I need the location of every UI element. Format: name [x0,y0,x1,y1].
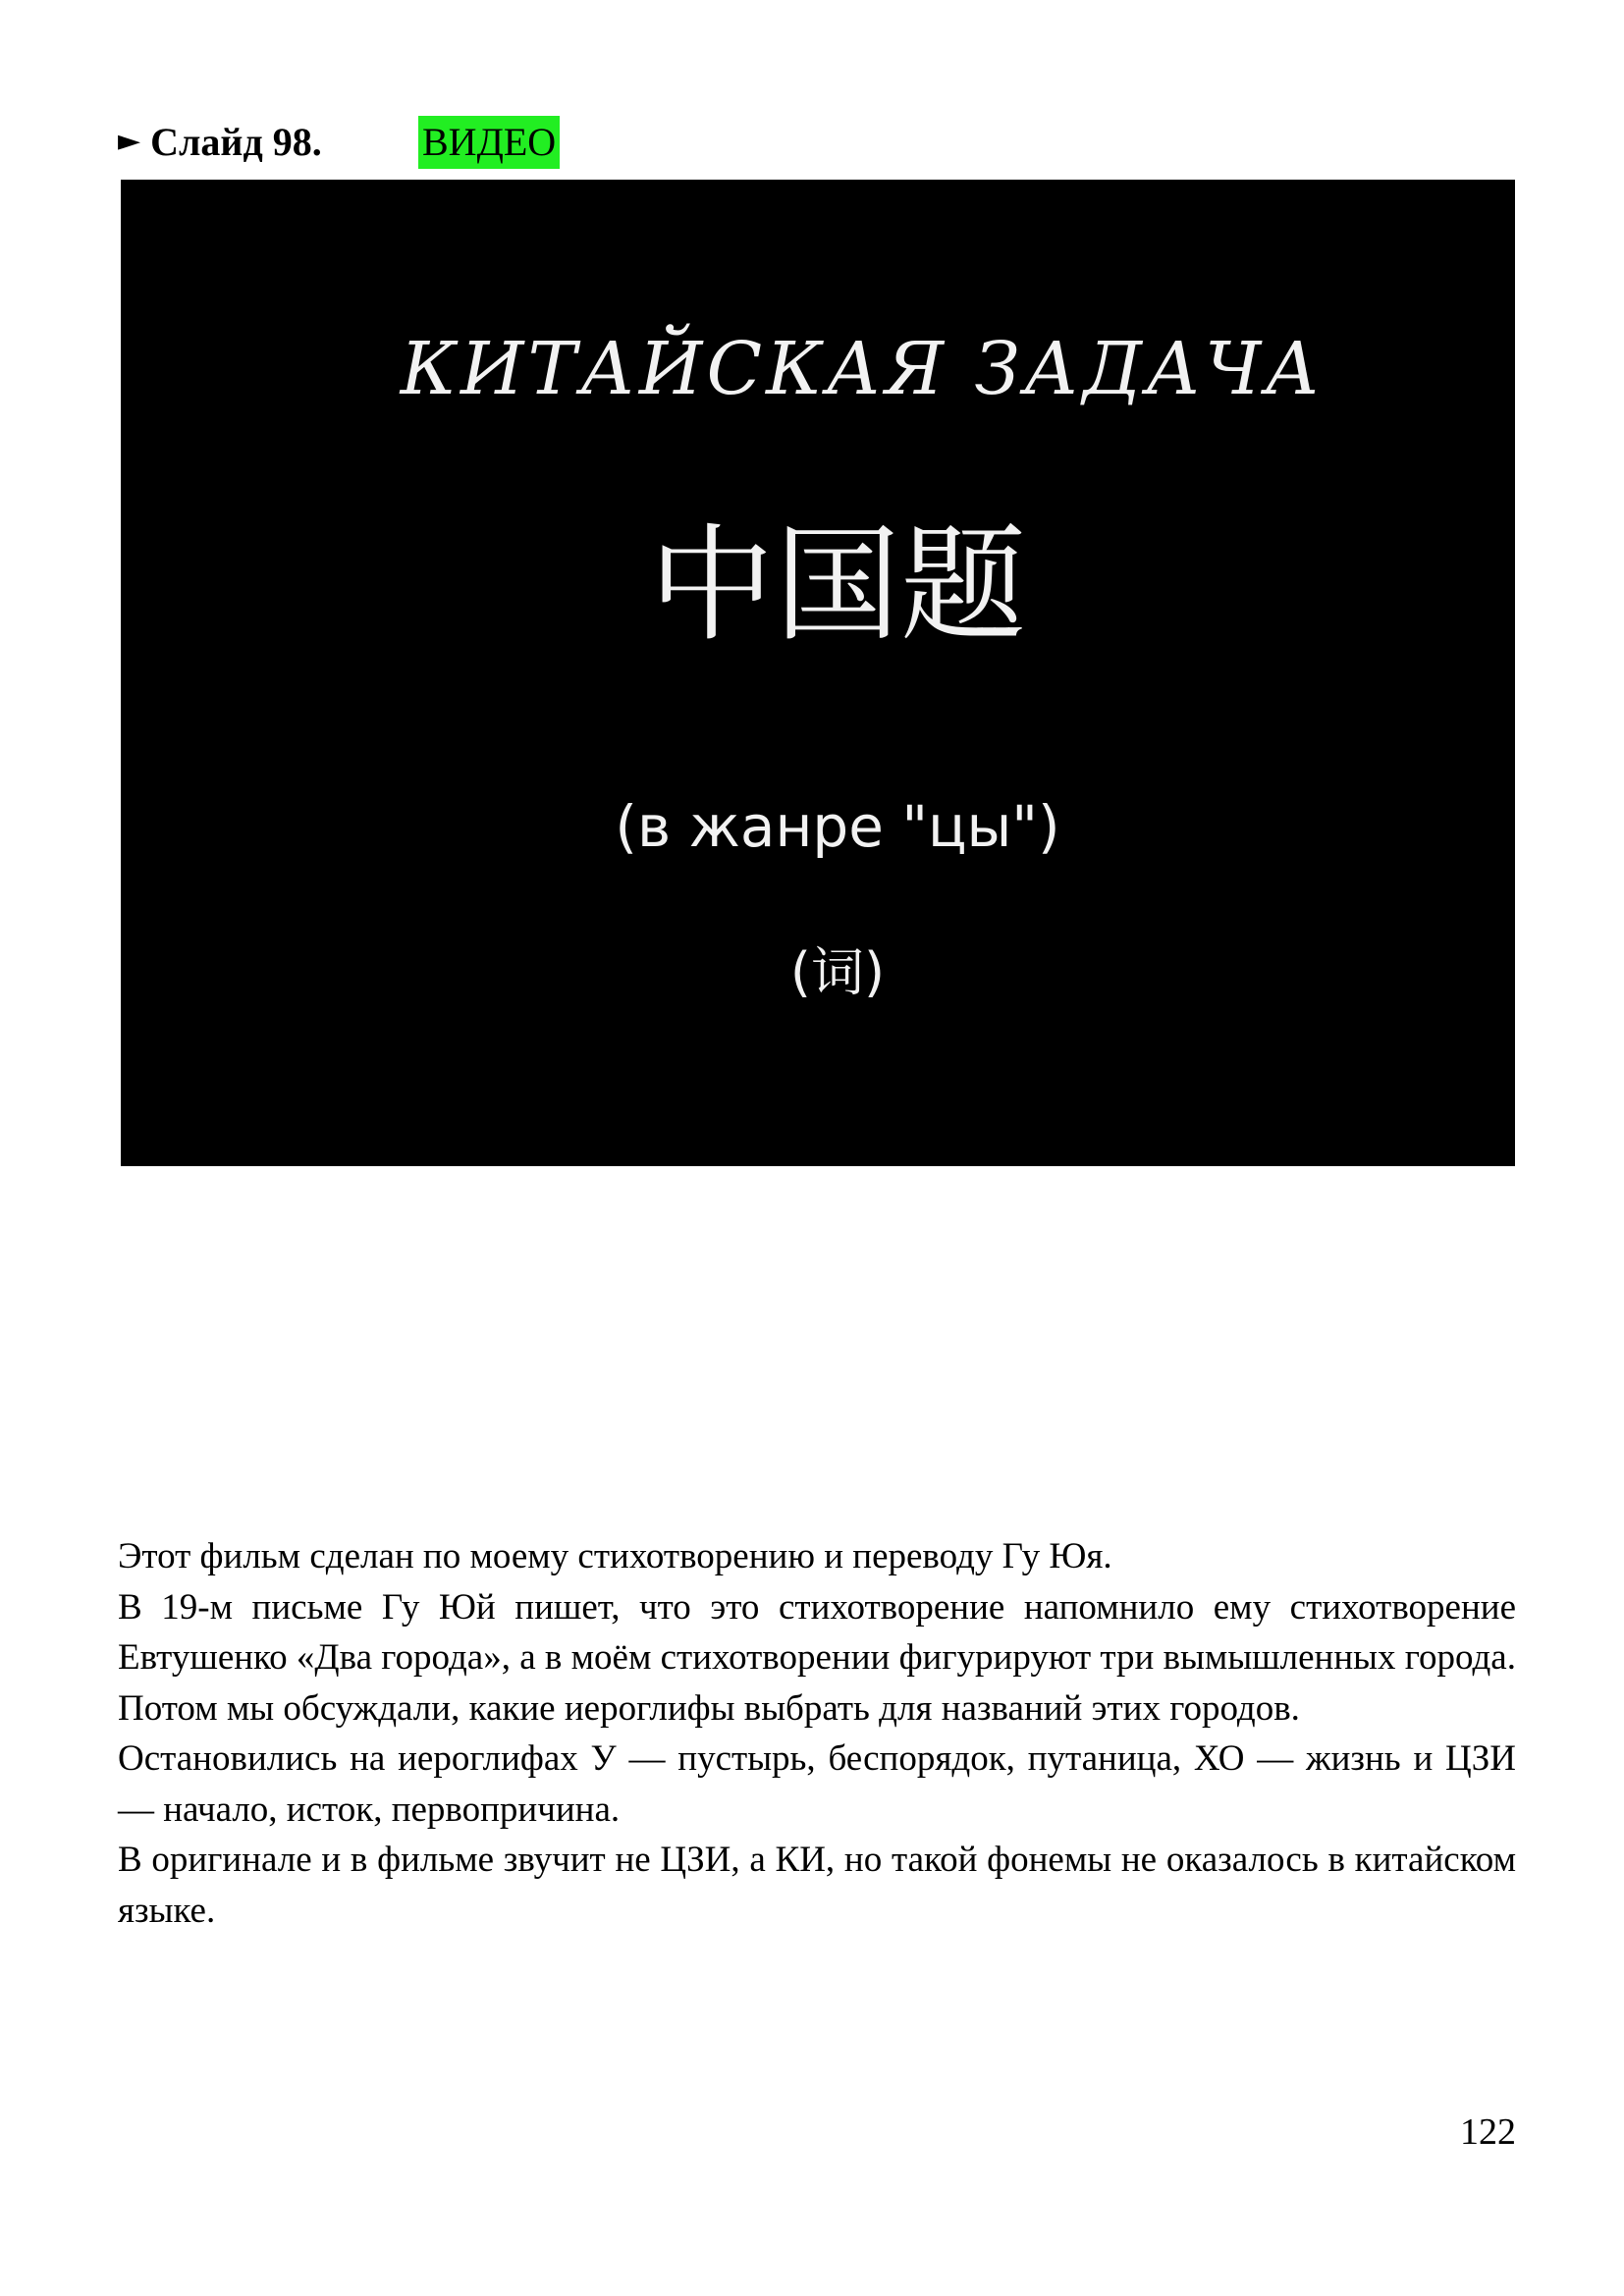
paragraph: В 19-м письме Гу Юй пишет, что это стихотворение напомнило ему стихотворение Евтушенко «Два города», а в моём стихотворении фигурируют три вымышленных города. [118,1586,1516,1678]
video-hanzi-title: 中国题 [648,512,1026,659]
paragraph: Этот фильм сделан по моему стихотворению и переводу Гу Юя. [118,1536,1112,1576]
paragraph: В оригинале и в фильме звучит не ЦЗИ, а КИ, но такой фонемы не оказалось в китайском языке. [118,1840,1516,1931]
triangle-pointer-icon: ► [118,124,141,158]
slide-label: Слайд 98. [150,120,322,164]
slide-heading [118,116,557,169]
video-ci-caption: (词) [789,941,886,1003]
video-badge: ВИДЕО [418,116,560,169]
video-title: КИТАЙСКАЯ ЗАДАЧА [400,327,1325,411]
video-genre-caption: (в жанре "цы") [615,793,1060,860]
paragraph: Остановились на иероглифах У — пустырь, беспорядок, путаница, ХО — жизнь и ЦЗИ — начало, исток, первопричина. [118,1738,1516,1830]
page-number: 122 [1460,2111,1516,2153]
paragraph: Потом мы обсуждали, какие иероглифы выбрать для названий этих городов. [118,1687,1300,1729]
body-text [118,1531,1516,1936]
video-still-frame [121,180,1515,1166]
